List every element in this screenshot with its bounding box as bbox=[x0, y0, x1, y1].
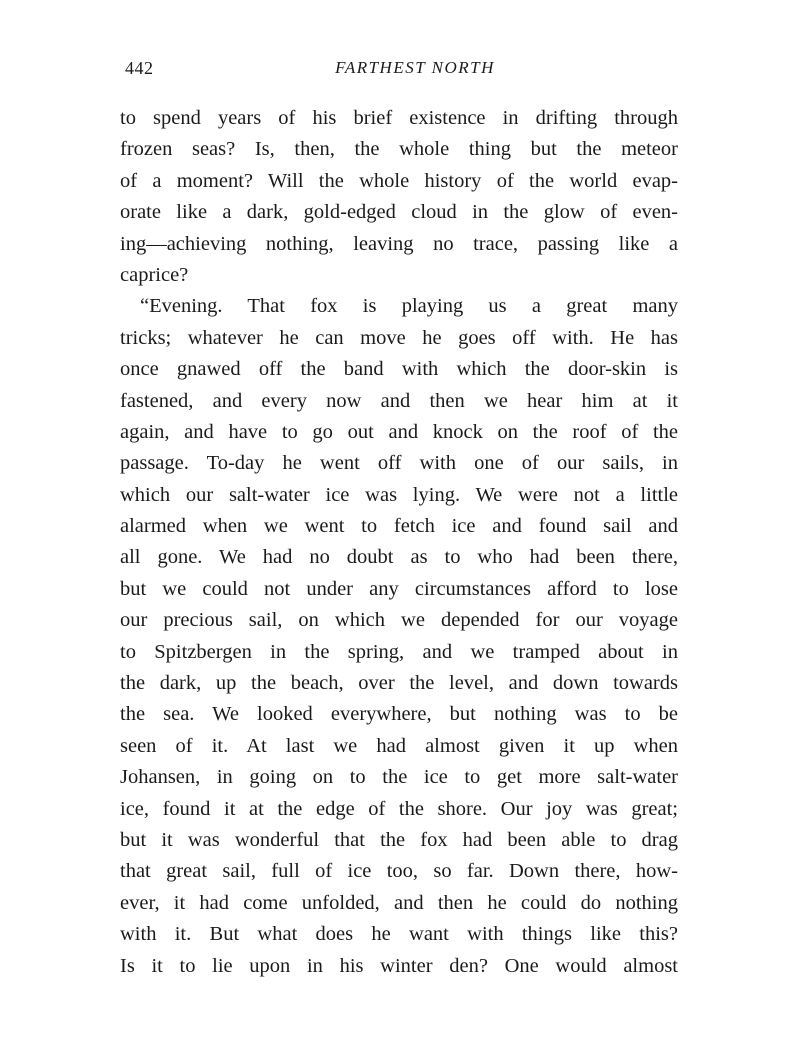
page-header bbox=[125, 58, 685, 84]
text-line: again, and have to go out and knock on the roof of the bbox=[120, 420, 678, 443]
text-line: “Evening. That fox is playing us a great many bbox=[140, 295, 678, 318]
page-number: 442 bbox=[125, 58, 154, 78]
text-line: ing—achieving nothing, leaving no trace, passing like a bbox=[120, 232, 678, 255]
text-line: tricks; whatever he can move he goes off with. He has bbox=[120, 326, 678, 349]
text-line: passage. To-day he went off with one of our sails, in bbox=[120, 452, 678, 475]
text-line: seen of it. At last we had almost given it up when bbox=[120, 734, 678, 757]
text-line: fastened, and every now and then we hear him at it bbox=[120, 389, 678, 412]
body-text bbox=[120, 103, 678, 982]
text-line: Is it to lie upon in his winter den? One would almost bbox=[120, 954, 678, 977]
text-line: once gnawed off the band with which the door-skin is bbox=[120, 358, 678, 381]
text-line: that great sail, full of ice too, so far. Down there, how- bbox=[120, 860, 678, 883]
text-line: our precious sail, on which we depended for our voyage bbox=[120, 609, 678, 632]
text-line: Johansen, in going on to the ice to get more salt-water bbox=[120, 766, 678, 789]
text-line: the sea. We looked everywhere, but nothing was to be bbox=[120, 703, 678, 726]
text-line: frozen seas? Is, then, the whole thing but the meteor bbox=[120, 138, 678, 161]
text-line: ever, it had come unfolded, and then he could do nothing bbox=[120, 891, 678, 914]
text-line: the dark, up the beach, over the level, and down towards bbox=[120, 672, 678, 695]
text-line: orate like a dark, gold-edged cloud in the glow of even- bbox=[120, 201, 678, 224]
text-line: with it. But what does he want with things like this? bbox=[120, 923, 678, 946]
text-line: but it was wonderful that the fox had been able to drag bbox=[120, 828, 678, 851]
text-line: to spend years of his brief existence in drifting through bbox=[120, 107, 678, 129]
text-line: but we could not under any circumstances afford to lose bbox=[120, 577, 678, 600]
text-line: ice, found it at the edge of the shore. Our joy was great; bbox=[120, 797, 678, 820]
text-line: of a moment? Will the whole history of the world evap- bbox=[120, 169, 678, 192]
text-line: caprice? bbox=[120, 263, 189, 286]
text-line: to Spitzbergen in the spring, and we tramped about in bbox=[120, 640, 678, 663]
running-title: FARTHEST NORTH bbox=[335, 58, 495, 77]
text-line: all gone. We had no doubt as to who had been there, bbox=[120, 546, 678, 569]
text-line: which our salt-water ice was lying. We were not a little bbox=[120, 483, 678, 506]
text-line: alarmed when we went to fetch ice and found sail and bbox=[120, 515, 678, 538]
